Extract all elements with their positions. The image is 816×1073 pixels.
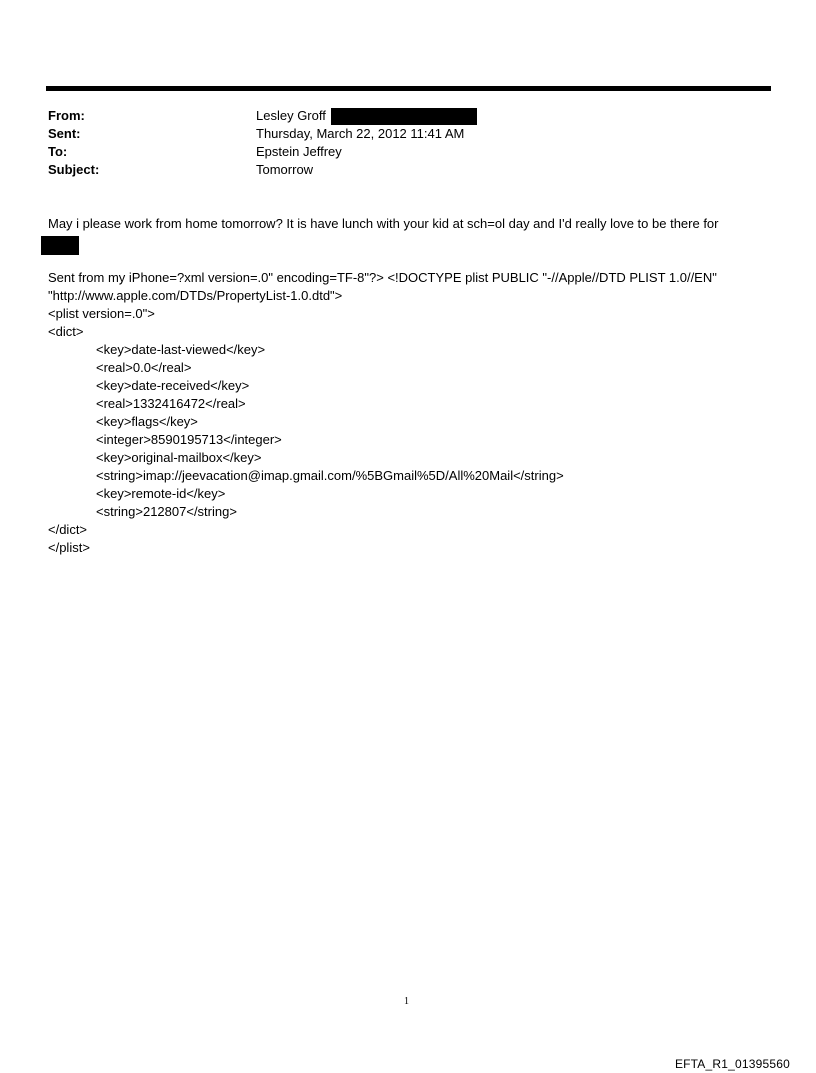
to-label: To: — [48, 144, 68, 159]
to-value: Epstein Jeffrey — [256, 144, 342, 159]
dict-line: <real>0.0</real> — [96, 360, 192, 375]
dict-line: <real>1332416472</real> — [96, 396, 246, 411]
header-rule — [46, 86, 771, 91]
sent-value: Thursday, March 22, 2012 11:41 AM — [256, 126, 465, 141]
plist-open: <plist version=.0"> — [48, 306, 155, 321]
redaction-line — [48, 233, 778, 255]
email-body — [48, 215, 778, 557]
dict-line: <key>original-mailbox</key> — [96, 450, 262, 465]
dtd-line: "http://www.apple.com/DTDs/PropertyList-1.0.dtd"> — [48, 288, 343, 303]
body-line: May i please work from home tomorrow? It is have lunch with your kid at sch=ol day and I'd really love to be there for — [48, 216, 719, 231]
subject-row — [48, 161, 477, 179]
to-row — [48, 143, 477, 161]
dict-line: <string>imap://jeevacation@imap.gmail.com/%5BGmail%5D/All%20Mail</string> — [96, 468, 564, 483]
sent-from-line: Sent from my iPhone=?xml version=.0" encoding=TF-8"?> <!DOCTYPE plist PUBLIC "-//Apple//DTD PLIST 1.0//EN" — [48, 270, 717, 285]
redaction-box — [331, 108, 477, 125]
from-name: Lesley Groff — [256, 108, 326, 123]
email-header — [48, 107, 477, 179]
from-value — [256, 107, 477, 125]
dict-line: <integer>8590195713</integer> — [96, 432, 282, 447]
dict-close: </dict> — [48, 522, 88, 537]
dict-line: <key>remote-id</key> — [96, 486, 226, 501]
dict-line: <key>flags</key> — [96, 414, 198, 429]
subject-value: Tomorrow — [256, 162, 314, 177]
page-number: 1 — [404, 996, 409, 1007]
from-label: From: — [48, 108, 85, 123]
subject-label: Subject: — [48, 162, 100, 177]
sent-label: Sent: — [48, 126, 81, 141]
from-row — [48, 107, 477, 125]
dict-line: <key>date-received</key> — [96, 378, 250, 393]
redaction-box — [41, 236, 79, 255]
document-id: EFTA_R1_01395560 — [674, 1057, 790, 1071]
plist-close: </plist> — [48, 540, 90, 555]
sent-row — [48, 125, 477, 143]
dict-line: <key>date-last-viewed</key> — [96, 342, 266, 357]
dict-open: <dict> — [48, 324, 84, 339]
dict-line: <string>212807</string> — [96, 504, 237, 519]
